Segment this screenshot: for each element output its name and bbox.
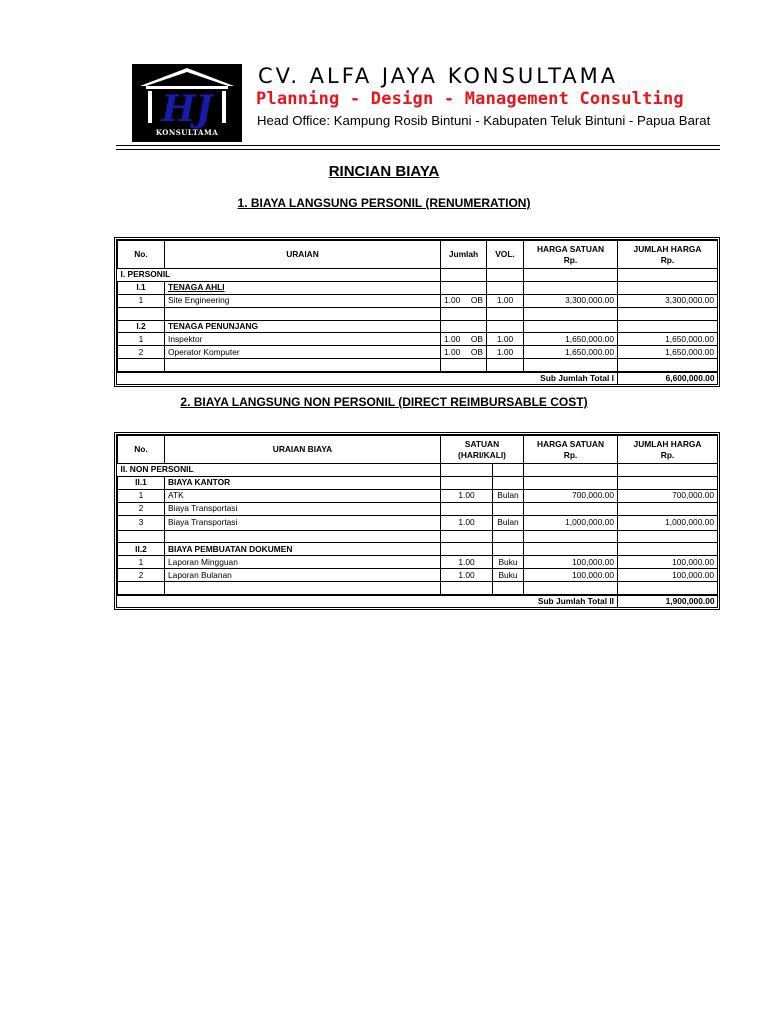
row-no: 1 — [118, 489, 165, 502]
row-total: 1,650,000.00 — [618, 333, 718, 346]
subgroup-no: II.2 — [118, 543, 165, 556]
row-no: 2 — [118, 502, 165, 515]
non-personnel-cost-table — [114, 432, 720, 610]
logo-mark: HJ — [161, 88, 213, 130]
section1-title: 1. BIAYA LANGSUNG PERSONIL (RENUMERATION) — [237, 196, 531, 210]
row-harga: 100,000.00 — [524, 569, 618, 582]
col-header-harga-satuan: HARGA SATUAN Rp. — [524, 436, 618, 464]
row-jumlah: 1.00 OB — [441, 333, 487, 346]
table-row — [118, 502, 718, 515]
col-header-no: No. — [118, 241, 165, 269]
row-total: 700,000.00 — [618, 489, 718, 502]
row-qty: 1.00 — [441, 515, 493, 530]
table-row — [118, 294, 718, 307]
subgroup-no: I.1 — [118, 281, 165, 294]
subgroup-label: BIAYA PEMBUATAN DOKUMEN — [165, 543, 441, 556]
subtotal-value: 1,900,000.00 — [618, 595, 718, 607]
table-row — [118, 569, 718, 582]
row-unit: Bulan — [493, 515, 524, 530]
spacer-row — [118, 530, 718, 543]
row-qty: 1.00 — [441, 569, 493, 582]
row-uraian: Operator Komputer — [165, 346, 441, 359]
row-no: 2 — [118, 346, 165, 359]
subtotal-row — [118, 372, 718, 384]
row-total: 3,300,000.00 — [618, 294, 718, 307]
col-header-no: No. — [118, 436, 165, 464]
row-qty: 1.00 — [441, 489, 493, 502]
row-uraian: Biaya Transportasi — [165, 502, 441, 515]
row-harga: 3,300,000.00 — [524, 294, 618, 307]
section2-title: 2. BIAYA LANGSUNG NON PERSONIL (DIRECT REIMBURSABLE COST) — [180, 395, 588, 409]
col-header-jumlah-harga: JUMLAH HARGA Rp. — [618, 436, 718, 464]
spacer-row — [118, 307, 718, 320]
subgroup-row — [118, 543, 718, 556]
col-header-satuan: SATUAN (HARI/KALI) — [441, 436, 524, 464]
group-row — [118, 464, 718, 477]
subgroup-row — [118, 320, 718, 333]
row-total: 100,000.00 — [618, 569, 718, 582]
header-rule — [116, 145, 720, 146]
row-total: 100,000.00 — [618, 556, 718, 569]
row-unit: Buku — [493, 556, 524, 569]
row-uraian: ATK — [165, 489, 441, 502]
row-jumlah: 1.00 OB — [441, 346, 487, 359]
row-no: 1 — [118, 333, 165, 346]
row-no: 3 — [118, 515, 165, 530]
logo-wordmark: KONSULTAMA — [155, 128, 219, 137]
row-unit: Bulan — [493, 489, 524, 502]
row-harga: 1,650,000.00 — [524, 346, 618, 359]
row-total: 1,000,000.00 — [618, 515, 718, 530]
row-qty: 1.00 — [441, 556, 493, 569]
col-header-uraian: URAIAN — [165, 241, 441, 269]
subgroup-no: I.2 — [118, 320, 165, 333]
row-vol: 1.00 — [487, 333, 524, 346]
header-rule-thin — [116, 149, 720, 150]
letterhead — [120, 56, 716, 140]
spacer-row — [118, 582, 718, 595]
subgroup-row — [118, 476, 718, 489]
row-harga: 100,000.00 — [524, 556, 618, 569]
personnel-cost-table — [114, 237, 720, 387]
subtotal-value: 6,600,000.00 — [618, 372, 718, 384]
table-row — [118, 333, 718, 346]
col-header-jumlah-harga: JUMLAH HARGA Rp. — [618, 241, 718, 269]
group-label: I. PERSONIL — [118, 269, 441, 282]
col-header-jumlah: Jumlah — [441, 241, 487, 269]
table-row — [118, 556, 718, 569]
col-header-vol: VOL. — [487, 241, 524, 269]
subgroup-row — [118, 281, 718, 294]
subtotal-row — [118, 595, 718, 607]
row-total: 1,650,000.00 — [618, 346, 718, 359]
document-title: RINCIAN BIAYA — [328, 163, 440, 180]
row-uraian: Laporan Bulanan — [165, 569, 441, 582]
row-unit: Buku — [493, 569, 524, 582]
row-no: 2 — [118, 569, 165, 582]
subtotal-label: Sub Jumlah Total I — [118, 372, 618, 384]
col-header-harga-satuan: HARGA SATUAN Rp. — [524, 241, 618, 269]
spacer-row — [118, 359, 718, 372]
row-no: 1 — [118, 294, 165, 307]
table-row — [118, 515, 718, 530]
group-label: II. NON PERSONIL — [118, 464, 441, 477]
subgroup-label: TENAGA AHLI — [165, 281, 441, 294]
row-vol: 1.00 — [487, 346, 524, 359]
table-row — [118, 489, 718, 502]
row-vol: 1.00 — [487, 294, 524, 307]
subgroup-label: BIAYA KANTOR — [165, 476, 441, 489]
row-uraian: Laporan Mingguan — [165, 556, 441, 569]
row-jumlah: 1.00 OB — [441, 294, 487, 307]
company-name: CV. ALFA JAYA KONSULTAMA — [258, 64, 619, 88]
table-row — [118, 346, 718, 359]
row-harga: 1,000,000.00 — [524, 515, 618, 530]
row-harga: 1,650,000.00 — [524, 333, 618, 346]
company-logo — [132, 64, 242, 142]
row-harga: 700,000.00 — [524, 489, 618, 502]
group-row — [118, 269, 718, 282]
row-uraian: Site Engineering — [165, 294, 441, 307]
head-office-address: Head Office: Kampung Rosib Bintuni - Kabupaten Teluk Bintuni - Papua Barat — [257, 113, 711, 128]
row-no: 1 — [118, 556, 165, 569]
subtotal-label: Sub Jumlah Total II — [118, 595, 618, 607]
company-tagline: Planning - Design - Management Consulting — [256, 89, 684, 109]
row-uraian: Biaya Transportasi — [165, 515, 441, 530]
subgroup-no: II.1 — [118, 476, 165, 489]
col-header-uraian-biaya: URAIAN BIAYA — [165, 436, 441, 464]
subgroup-label: TENAGA PENUNJANG — [165, 320, 441, 333]
row-uraian: Inspektor — [165, 333, 441, 346]
